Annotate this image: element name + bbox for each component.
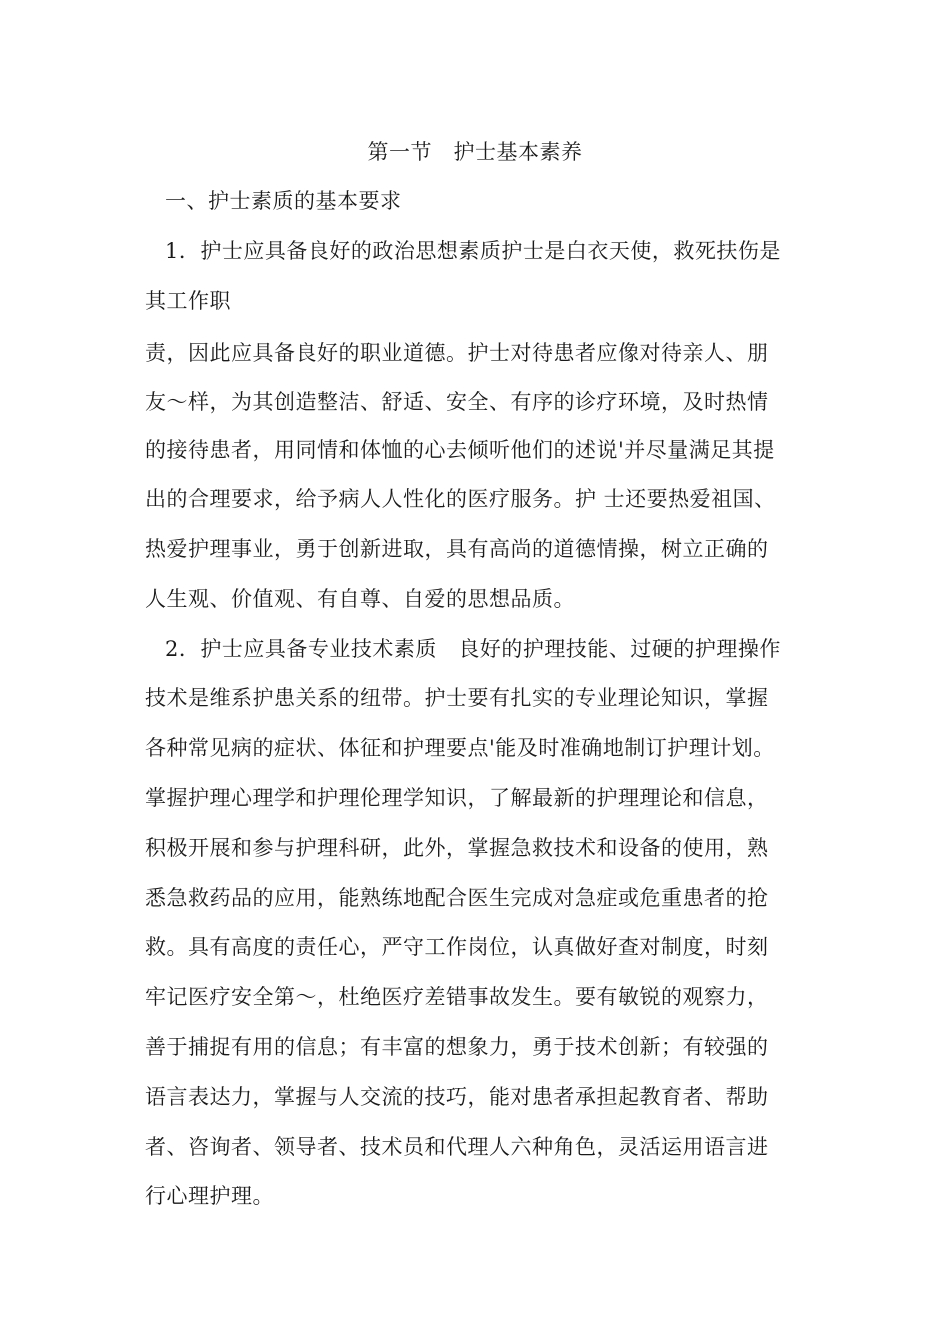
paragraph-line: 悉急救药品的应用，能熟练地配合医生完成对急症或危重患者的抢: [145, 886, 769, 910]
paragraph-line: 友～样，为其创造整洁、舒适、安全、有序的诊疗环境，及时热情: [145, 390, 769, 414]
paragraph-line: 行心理护理。: [145, 1184, 274, 1208]
paragraph-line: 各种常见病的症状、体征和护理要点'能及时准确地制订护理计划。: [145, 736, 775, 760]
paragraph-line: 2．护士应具备专业技术素质 良好的护理技能、过硬的护理操作: [165, 637, 781, 661]
paragraph-line: 出的合理要求，给予病人人性化的医疗服务。护 士还要热爱祖国、: [145, 487, 776, 511]
paragraph-line: 的接待患者，用同情和体恤的心去倾听他们的述说'并尽量满足其提: [145, 438, 775, 462]
paragraph-line: 其工作职: [145, 289, 231, 313]
paragraph-line: 人生观、价值观、有自尊、自爱的思想品质。: [145, 587, 575, 611]
paragraph-line: 者、咨询者、领导者、技术员和代理人六种角色，灵活运用语言进: [145, 1135, 769, 1159]
paragraph-line: 救。具有高度的责任心，严守工作岗位，认真做好查对制度，时刻: [145, 935, 769, 959]
paragraph-line: 牢记医疗安全第～，杜绝医疗差错事故发生。要有敏锐的观察力，: [145, 985, 769, 1009]
paragraph-line: 语言表达力，掌握与人交流的技巧，能对患者承担起教育者、帮助: [145, 1085, 769, 1109]
paragraph-line: 善于捕捉有用的信息；有丰富的想象力，勇于技术创新；有较强的: [145, 1035, 769, 1059]
paragraph-line: 掌握护理心理学和护理伦理学知识，了解最新的护理理论和信息，: [145, 786, 769, 810]
paragraph-line: 技术是维系护患关系的纽带。护士要有扎实的专业理论知识，掌握: [145, 686, 769, 710]
paragraph-line: 1．护士应具备良好的政治思想素质护士是白衣天使，救死扶伤是: [165, 239, 781, 263]
paragraph-line: 责，因此应具备良好的职业道德。护士对待患者应像对待亲人、朋: [145, 341, 769, 365]
section-title: 第一节 护士基本素养: [367, 140, 583, 164]
section-heading: 一、护士素质的基本要求: [165, 189, 402, 213]
paragraph-line: 热爱护理事业，勇于创新进取，具有高尚的道德情操，树立正确的: [145, 537, 769, 561]
paragraph-line: 积极开展和参与护理科研，此外，掌握急救技术和设备的使用，熟: [145, 836, 769, 860]
